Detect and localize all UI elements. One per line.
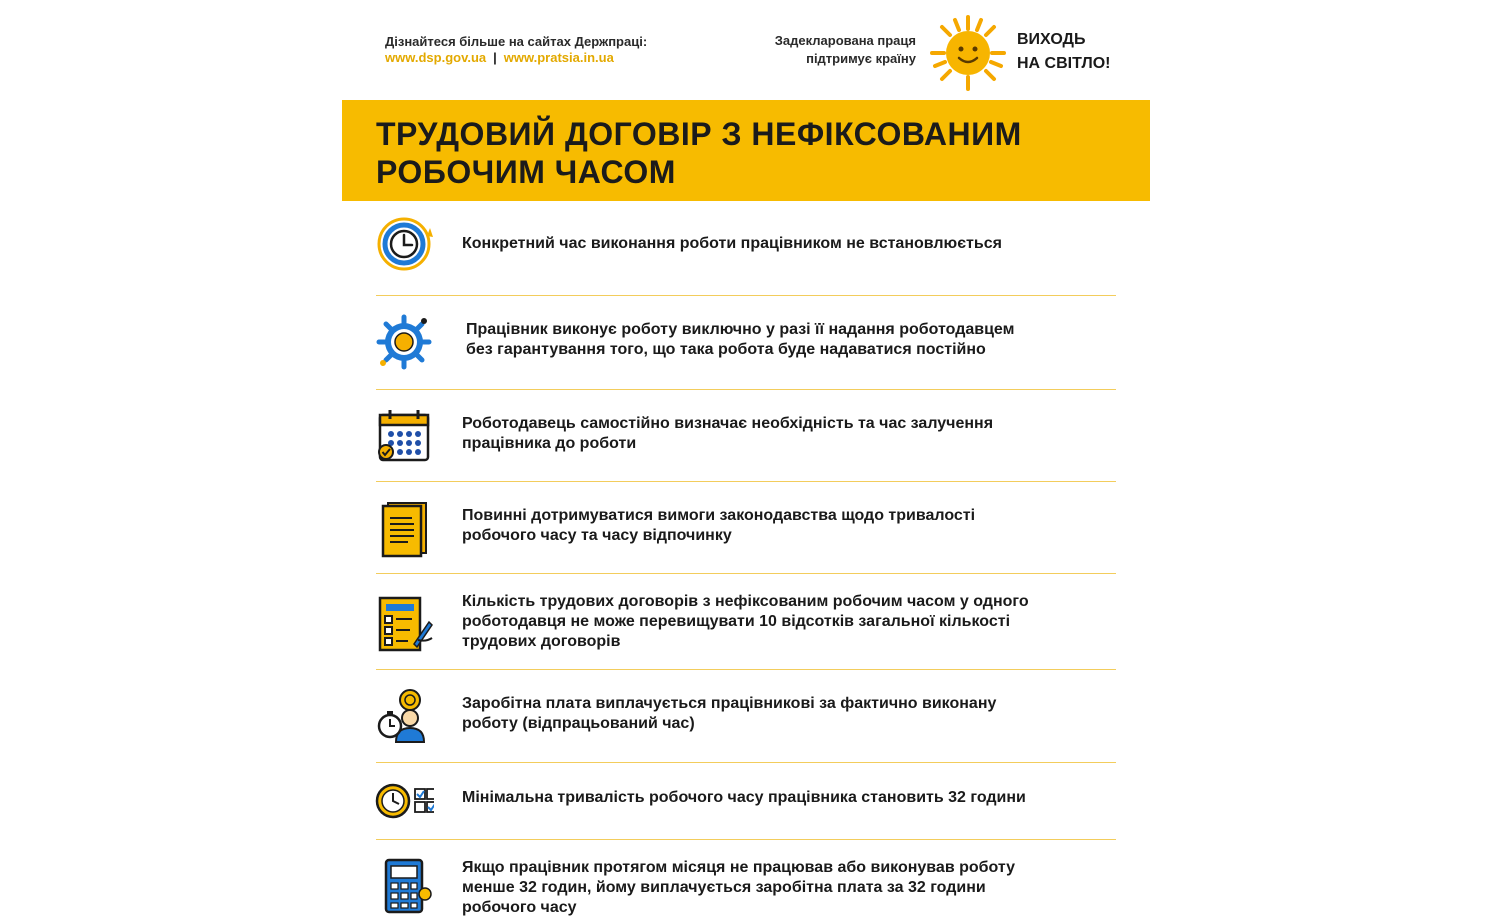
divider xyxy=(376,669,1116,670)
title-line-1: ТРУДОВИЙ ДОГОВІР З НЕФІКСОВАНИМ xyxy=(376,116,1022,152)
declared-line-2: підтримує країну xyxy=(806,51,916,66)
slogan-line-1: ВИХОДЬ xyxy=(1017,31,1086,48)
divider xyxy=(376,389,1116,390)
declared-line-1: Задекларована праця xyxy=(774,33,916,48)
item-6-text: Заробітна плата виплачується працівникові за фактично виконану роботу (відпрацьований час) xyxy=(462,695,997,732)
document-icon xyxy=(374,498,434,558)
link-pratsia[interactable]: www.pratsia.in.ua xyxy=(503,50,614,65)
calendar-icon xyxy=(374,406,434,466)
worker-salary-icon xyxy=(374,686,434,746)
item-7-text: Мінімальна тривалість робочого часу працівника становить 32 години xyxy=(462,789,1026,806)
link-dsp[interactable]: www.dsp.gov.ua xyxy=(385,50,487,65)
item-5-text: Кількість трудових договорів з нефіксованим робочим часом у одного роботодавця не може перевищувати 10 відсотків загальної кількості трудових договорів xyxy=(462,593,1029,650)
calculator-icon xyxy=(374,856,434,916)
declared-work-text xyxy=(700,32,916,68)
divider xyxy=(376,481,1116,482)
title-line-2: РОБОЧИМ ЧАСОМ xyxy=(376,154,676,190)
divider xyxy=(376,762,1116,763)
clock-checkbox-icon xyxy=(374,772,434,832)
header-question: Дізнайтеся більше на сайтах Держпраці: xyxy=(385,34,648,49)
checklist-icon xyxy=(374,594,434,654)
header-sites-info xyxy=(385,34,647,66)
divider xyxy=(376,573,1116,574)
header-links xyxy=(385,50,647,66)
slogan-line-2: НА СВІТЛО! xyxy=(1017,55,1111,72)
item-8-text: Якщо працівник протягом місяця не працював або виконував роботу менше 32 годин, йому виплачується заробітна плата за 32 години робочого часу xyxy=(462,859,1016,916)
divider xyxy=(376,295,1116,296)
title-band xyxy=(342,100,1150,201)
item-2-text: Працівник виконує роботу виключно у разі її надання роботодавцем без гарантування того, що така робота буде надаватися постійно xyxy=(466,321,1015,358)
link-separator: | xyxy=(493,50,497,65)
item-1-text: Конкретний час виконання роботи працівником не встановлюється xyxy=(462,235,1002,252)
gear-coin-icon xyxy=(374,312,434,372)
slogan xyxy=(1017,28,1110,76)
divider xyxy=(376,839,1116,840)
item-3-text: Роботодавець самостійно визначає необхідність та час залучення працівника до роботи xyxy=(462,415,994,452)
page-title xyxy=(376,115,1022,191)
sun-logo-icon xyxy=(928,13,1008,93)
item-4-text: Повинні дотримуватися вимоги законодавства щодо тривалості робочого часу та часу відпочинку xyxy=(462,507,976,544)
clock-cycle-icon xyxy=(374,216,434,276)
